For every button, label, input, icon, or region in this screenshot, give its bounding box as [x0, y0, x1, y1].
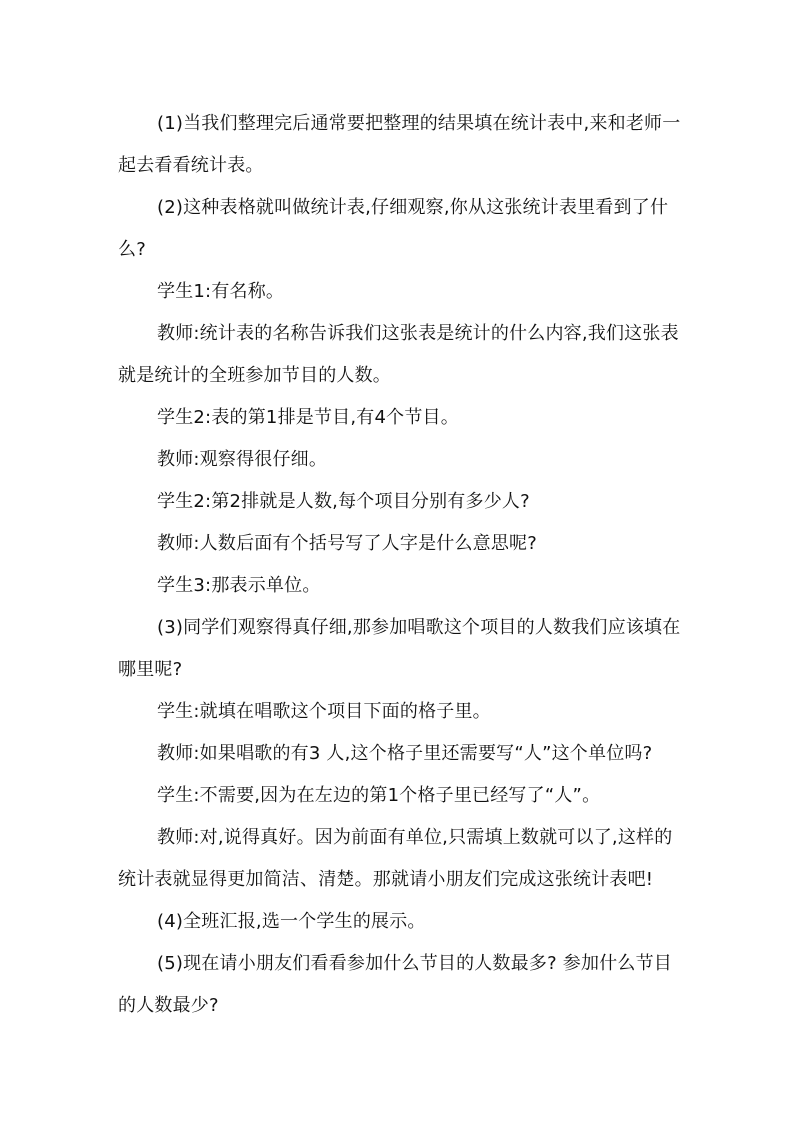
paragraph-teacher-2: 教师:观察得很仔细。: [157, 449, 328, 470]
paragraph-teacher-4: 教师:如果唱歌的有3 人,这个格子里还需要写“人”这个单位吗?: [157, 743, 653, 764]
paragraph-student-2b: 学生2:第2排就是人数,每个项目分别有多少人?: [157, 491, 530, 512]
paragraph-teacher-5: 教师:对,说得真好。因为前面有单位,只需填上数就可以了,这样的统计表就显得更加简洁、清楚。那就请小朋友们完成这张统计表吧!: [118, 827, 673, 890]
paragraph-student-5: 学生:不需要,因为在左边的第1个格子里已经写了“人”。: [157, 785, 601, 806]
paragraph-step-3: (3)同学们观察得真仔细,那参加唱歌这个项目的人数我们应该填在哪里呢?: [118, 617, 681, 680]
paragraph-step-5: (5)现在请小朋友们看看参加什么节目的人数最多? 参加什么节目的人数最少?: [118, 953, 672, 1016]
paragraph-step-2: (2)这种表格就叫做统计表,仔细观察,你从这张统计表里看到了什么?: [118, 197, 669, 260]
paragraph-teacher-3: 教师:人数后面有个括号写了人字是什么意思呢?: [157, 533, 538, 554]
paragraph-student-2a: 学生2:表的第1排是节目,有4个节目。: [157, 407, 459, 428]
document-body: [118, 103, 682, 1027]
paragraph-student-4: 学生:就填在唱歌这个项目下面的格子里。: [157, 701, 491, 722]
paragraph-student-1: 学生1:有名称。: [157, 281, 285, 302]
paragraph-step-1: (1)当我们整理完后通常要把整理的结果填在统计表中,来和老师一起去看看统计表。: [118, 113, 681, 176]
paragraph-student-3: 学生3:那表示单位。: [157, 575, 321, 596]
paragraph-step-4: (4)全班汇报,选一个学生的展示。: [157, 911, 426, 932]
paragraph-teacher-1: 教师:统计表的名称告诉我们这张表是统计的什么内容,我们这张表就是统计的全班参加节目的人数。: [118, 323, 679, 386]
